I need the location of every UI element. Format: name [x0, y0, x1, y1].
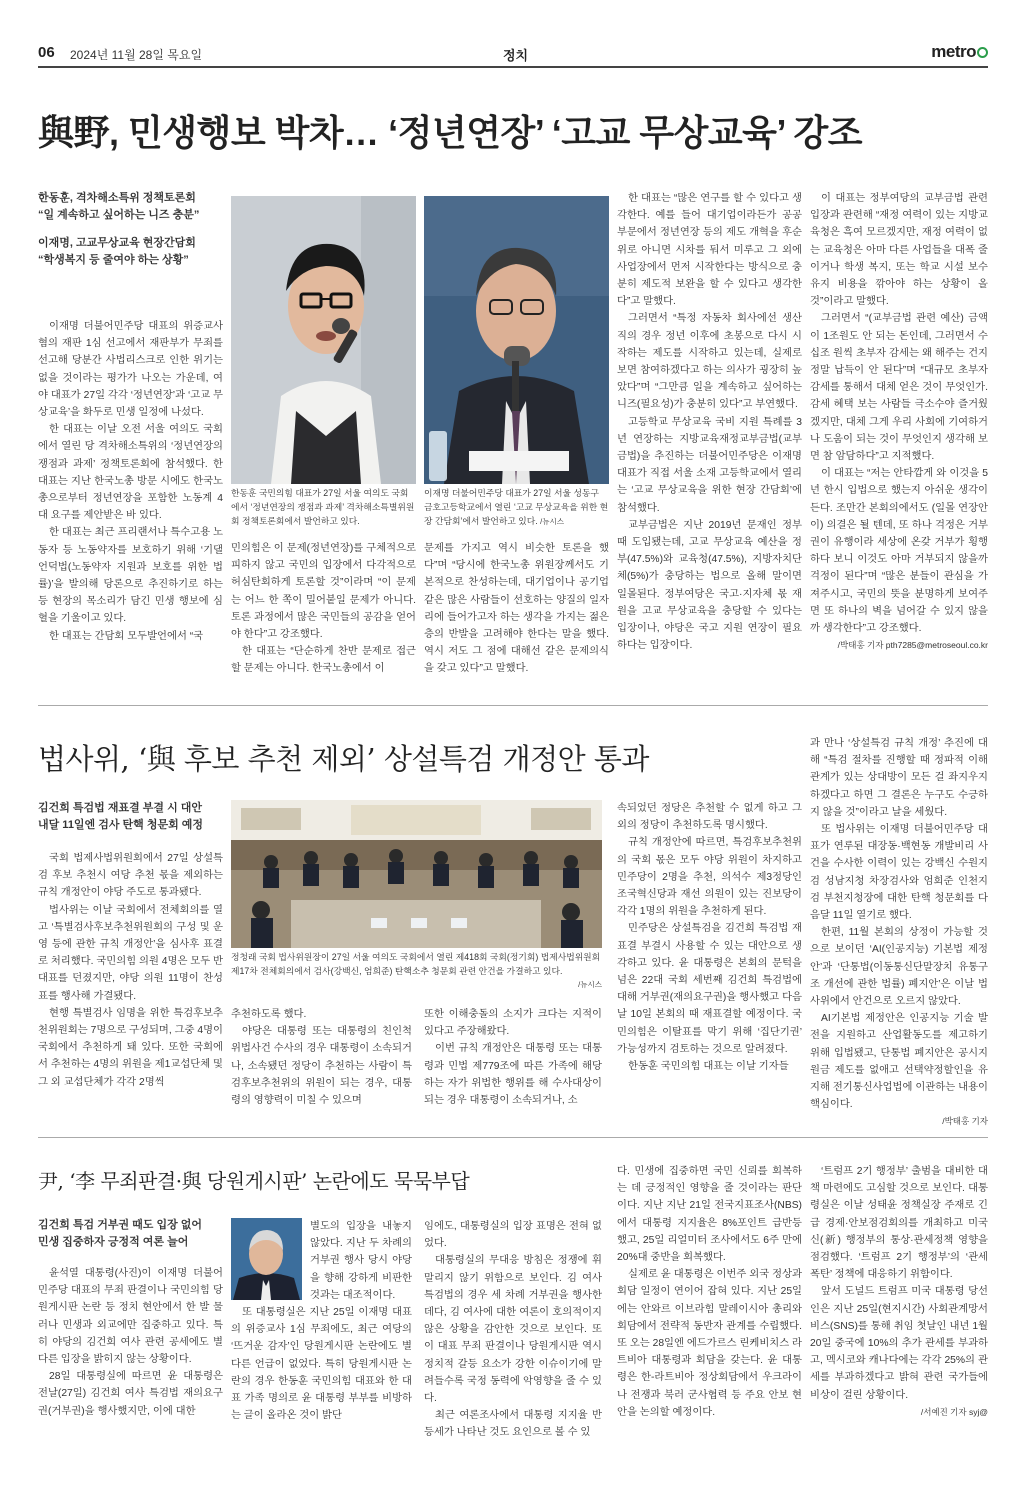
article2-col3: 또한 이해충돌의 소지가 크다는 지적이 있다고 주장해왔다. 이번 규칙 개정안은 대통령 또는 대통령과 민법 제779조에 따른 가족에 해당하는 자가 위법한 행위를 해 수사대상이 되는 경우 대통령이 소속되거나, 소: [424, 1009, 602, 1107]
metro-logo: metro: [931, 42, 988, 62]
issue-date: 2024년 11월 28일 목요일: [70, 48, 203, 62]
article1-byline: /박태홍 기자 pth7285@metroseoul.co.kr: [837, 640, 988, 651]
article3-col1: 윤석열 대통령(사진)이 이재명 더불어민주당 대표의 무죄 판결이나 국민의힘 당원게시판 논란 등 정치 현안에서 한 발 물러나 민생과 외교에만 집중하고 있다. 특히 야당의 김건희 여사 관련 공세에도 별다른 입장을 밝히지 않는 상황이다. 28일 대통령실에 따르면 윤 대통령은 전날(27일) 김건희 여사 특검법 재의요구권(거부권)을 행사했지만, 이에 대한: [38, 1268, 223, 1417]
article2-col1: 국회 법제사법위원회에서 27일 상설특검 후보 추천시 여당 추천 몫을 제외하는 규칙 개정안이 야당 주도로 통과됐다. 법사위는 이날 국회에서 전체회의를 열고 ‘특별검사후보추천위원회의 구성 및 운영 등에 관한 규칙 개정안’을 심사후 표결로 처리했다. 국민의힘 의원 4명은 모두 반대표를 던졌지만, 야당 의원 11명이 찬성표를 행사해 가결됐다. 현행 특별검사 임명을 위한 특검후보추천위원회는 7명으로 구성되며, 그중 4명이 국회에서 추천하게 돼 있다. 또한 국회에서 추천하는 4명의 위원을 제1교섭단체 및 그 외 교섭단체가 각각 2명씩: [38, 853, 223, 1088]
article3-col3: 임에도, 대통령실의 입장 표명은 전혀 없었다. 대통령실의 무대응 방침은 정쟁에 휘말리지 않기 위함으로 보인다. 김 여사 특검법의 경우 세 차례 거부권을 행사한 데다, 김 여사에 대한 여론이 호의적이지 않은 상황을 감안한 것으로 보인다. 또 이 대표 무죄 판결이나 당원게시판 역시 정치적 갈등 요소가 강한 이슈이기에 말려들수록 국정 동력에 악영향을 줄 수 있다. 최근 여론조사에서 대통령 지지율 반등세가 나타난 것도 요인으로 볼 수 있: [424, 1221, 602, 1439]
article1-sub2: “일 계속하고 싶어하는 니즈 충분”: [38, 209, 200, 221]
page-number: 06: [38, 44, 55, 61]
section-name: 정치: [503, 48, 529, 63]
article2-headline: 법사위, ‘與 후보 추천 제외’ 상설특검 개정안 통과: [38, 742, 649, 776]
page-header: [38, 38, 988, 68]
photo1-caption: 한동훈 국민의힘 대표가 27일 서울 여의도 국회에서 ‘정년연장의 쟁점과 과제’ 격차해소특별위원회 정책토론회에서 발언하고 있다.: [231, 488, 415, 526]
article3-sub2: 민생 집중하자 긍정적 여론 늘어: [38, 1236, 189, 1248]
photo3-caption: 정청래 국회 법사위원장이 27일 서울 여의도 국회에서 열린 제418회 국회(정기회) 법제사법위원회 제17차 전체회의에서 검사(강백신, 엄희준) 탄핵소추 청문회 관련 안건을 가결하고 있다. /뉴시스: [231, 952, 602, 989]
article3-headline: 尹, ‘李 무죄판결·與 당원게시판’ 논란에도 묵묵부답: [38, 1169, 470, 1193]
article2-col5: 과 만나 ‘상설특검 규칙 개정’ 추진에 대해 “특검 절차를 진행할 때 정파적 이해관계가 있는 상대방이 모든 걸 좌지우지하겠다고 하면 그 결론은 누구도 수긍하지 않을 것”이라고 날을 세웠다. 또 법사위는 이재명 더불어민주당 대표가 연루된 대장동·백현동 개발비리 사건을 수사한 이력이 있는 강백신 수원지검 성남지청 차장검사와 엄희준 인천지검 부천지청장에 대한 탄핵 청문회를 다음달 11일 열기로 했다. 한편, 11월 본회의 상정이 가능할 것으로 보이던 ‘AI(인공지능) 기본법 제정안’과 ‘단통법(이동통신단말장치 유통구조 개선에 관한 법률) 폐지안’은 이날 법사위에서 안건으로 오르지 않았다. AI기본법 제정안은 인공지능 기술 발전을 지원하고 산업활동도를 제고하기 위해 입법됐고, 단통법 폐지안은 공시지원금 제도를 없애고 선택약정할인을 유지해 전기통신사업법에 이관하는 내용이 핵심이다. /박태홍 기자: [810, 735, 988, 1116]
lee-jaemyung-photo: [424, 196, 609, 484]
article1-sub3: 이재명, 고교무상교육 현장간담회: [38, 237, 196, 249]
article3-byline: /서예진 기자 syj@: [920, 1406, 988, 1417]
article3-col2: 별도의 입장을 내놓지 않았다. 지난 두 차례의 거부권 행사 당시 야당을 향해 강하게 비판한 것과는 대조적이다. 또 대통령실은 지난 25일 이재명 대표의 위증교사 1심 무죄에도, 최근 여당의 ‘뜨거운 감자’인 당원게시판 논란에도 별 다른 언급이 없었다. 특히 당원게시판 논란의 경우 한동훈 국민의힘 대표와 한 대표 가족 명의로 윤 대통령 부부를 비방하는 글이 올라온 것이 밝단: [231, 1221, 412, 1422]
divider-1: [38, 705, 988, 706]
article3-col4: 다. 민생에 집중하면 국민 신뢰를 회복하는 데 긍정적인 영향을 줄 것이라는 판단이다. 지난 지난 21일 전국지표조사(NBS)에서 대통령 지지율은 8%포인트 급반등했고, 25일 리얼미터 조사에서도 6주 만에 20%대 중반을 회복했다. 실제로 윤 대통령은 이번주 외국 정상과 회담 일정이 연이어 잡혀 있다. 지난 25일에는 안와르 이브라힘 말레이시아 총리와 회담에서 전략적 동반자 관계를 수립했다. 또 오는 28일엔 에드가르스 린케비치스 라트비아 대통령과 회담을 갖는다. 윤 대통령은 한-라트비아 정상회담에서 우크라이나 전쟁과 북러 군사협력 등 주요 안보 현안을 논의할 예정이다.: [617, 1166, 802, 1418]
article2-byline: /박태홍 기자: [942, 1116, 988, 1127]
article2-sub2: 내달 11일엔 검사 탄핵 청문회 예정: [38, 819, 204, 831]
photo2-caption: 이재명 더불어민주당 대표가 27일 서울 성동구 금호고등학교에서 열린 ‘고교 무상교육을 위한 현장 간담회’에서 발언하고 있다. /뉴시스: [424, 488, 609, 526]
article2-col4: 속되었던 정당은 추천할 수 없게 하고 그 외의 정당이 추천하도록 명시했다. 규칙 개정안에 따르면, 특검후보추천위의 국회 몫은 모두 야당 위원이 차지하고 민주당이 2명을 추천, 의석수 제3정당인 조국혁신당과 재선 의원이 있는 진보당이 각각 1명의 위원을 추천하게 된다. 민주당은 상설특검을 김건희 특검법 재표결 부결시 사용할 수 있는 대안으로 생각하고 있다. 윤 대통령은 본회의 문턱을 넘은 22대 국회 세번째 김건희 특검법에 대해 거부권(재의요구권)을 행사했고 다음날 10일 본회의 때 재표결할 예정이다. 국민의힘은 이탈표를 막기 위해 ‘집단기권’ 가능성까지 검토하는 것으로 알려졌다. 한동훈 국민의힘 대표는 이날 기자들: [617, 803, 802, 1073]
article1-col1: 이재명 더불어민주당 대표의 위증교사 혐의 재판 1심 선고에서 재판부가 무죄를 선고해 당분간 사법리스크로 인한 위기는 없을 것이라는 평가가 나오는 가운데, 여야 대표가 27일 각각 ‘정년연장’과 ‘고교 무상교육’을 화두로 민생 일정에 나섰다. 한 대표는 이날 오전 서울 여의도 국회에서 열린 당 격차해소특위의 ‘정년연장의 쟁점과 과제’ 정책토론회에 참석했다. 한 대표는 지난 한국노총 방문 시에도 한국노총으로부터 정년연장을 포함한 노동계 4대 요구를 제안받은 바 있다. 한 대표는 최근 프리랜서나 특수고용 노동자 등 노동약자를 보호하기 위해 ‘기댈언덕법(노동약자 지원과 보호를 위한 법률)’을 발의해 당론으로 추진하기로 하는 등 현장의 목소리가 담긴 민생 행보에 심혈을 기울이고 있다. 한 대표는 간담회 모두발언에서 “국: [38, 321, 223, 642]
divider-2: [38, 1137, 988, 1138]
committee-meeting-photo: [231, 800, 602, 948]
article2-subheads: [38, 800, 223, 834]
article1-col5: 이 대표는 정부여당의 교부금법 관련 입장과 관련해 “재정 여력이 있는 지방교육청은 흑여 모르겠지만, 재정 여력이 없는 교육청은 아마 다른 사업들을 대폭 줄이거나 학생 복지, 또는 학교 시설 보수유지 비용을 깎아야 하는 상황이 올 것”이라고 말했다. 그러면서 “(교부금법 관련 예산) 금액이 1조원도 안 되는 돈인데, 그러면서 수십조 원씩 초부자 감세는 왜 해주는 건지 정말 납득이 안 된다”며 “대규모 초부자 감세를 통해서 대체 얻은 것이 무엇인가. 감세 혜택 보는 사람들 극소수야 즐거웠겠지만, 대체 그게 우리 사회에 기여하거나 도움이 되는 것이 무엇인지 생각해 보면 참 암담하다”고 지적했다. 이 대표는 “저는 안타깝게 와 이것을 5년 한시 입법으로 했는지 아쉬운 생각이 든다. 조만간 본회의에서도 (일몰 연장안이) 의결은 될 텐데, 또 하나 걱정은 거부권이 유행이라 세상에 온갖 거부가 횡행하다 보니 이것도 아마 거부되지 않을까 걱정이 된다”며 “많은 분들이 관심을 가져주시고, 국민의 뜻을 분명하게 보여주면 또 하나의 벽을 넘어갈 수 있지 않을까 생각한다”고 강조했다. /박태홍 기자 pth7285@metroseoul.co.kr: [810, 190, 988, 696]
article3-col5: ‘트럼프 2기 행정부’ 출범을 대비한 대책 마련에도 고심할 것으로 보인다. 대통령실은 이날 성태윤 정책실장 주재로 긴급 경제·안보점검회의를 개최하고 미국 신(新) 행정부의 통상·관세정책 영향을 점검했다. ‘트럼프 2기 행정부’의 ‘관세 폭탄’ 정책에 대응하기 위함이다. 앞서 도널드 트럼프 미국 대통령 당선인은 지난 25일(현지시간) 사회관계망서비스(SNS)를 통해 취임 첫날인 내년 1월20일 중국에 10%의 추가 관세를 부과하고, 멕시코와 캐나다에는 각각 25%의 관세를 부과하겠다고 밝혀 관련 국가들에 비상이 걸린 상황이다. /서예진 기자 syj@: [810, 1163, 988, 1465]
article1-col4: 한 대표는 “많은 연구를 할 수 있다고 생각한다. 예를 들어 대기업이라든가 공공 부문에서 정년연장 등의 제도 개혁을 후순위로 아니면 시차를 둬서 미루고 그 외에 사업장에서 먼저 시작한다는 방식으로 충분히 제도적 보완을 할 수 있다고 생각한다”고 말했다. 그러면서 “특정 자동차 회사에선 생산직의 경우 정년 이후에 초봉으로 다시 시작하는 제도를 시작하고 있는데, 실제로 보면 참여하겠다고 하는 의사가 굉장히 높았다”며 “그만큼 일을 계속하고 싶어하는 니즈(필요성)가 충분히 있다”고 부연했다. 고등학교 무상교육 국비 지원 특례를 3년 연장하는 지방교육재정교부금법(교부금법)을 추진하는 더불어민주당은 이재명 대표가 직접 서울 소재 고등학교에서 열리는 ‘고교 무상교육을 위한 현장 간담회’에 참석했다. 교부금법은 지난 2019년 문재인 정부 때 도입됐는데, 고교 무상교육 예산을 정부(47.5%)와 교육청(47.5%), 지방자치단체(5%)가 충당하는 법으로 올해 말이면 일몰된다. 정부여당은 국고·지자체 몫 재원을 고교 무상교육을 충당할 수 있다는 입장이나, 야당은 국고 지원 연장이 필요하다는 입장이다.: [617, 193, 802, 652]
article1-col3: 문제를 가지고 역시 비슷한 토론을 했다”며 “당시에 한국노총 위원장께서도 기본적으로 찬성하는데, 대기업이나 공기업 같은 많은 사람들이 선호하는 양질의 일자리에 들어가고자 하는 생각을 가지는 젊은 층의 반발을 고려해야 한다는 말을 했다. 역시 저도 그 점에 대해선 같은 문제의식을 갖고 있다”고 말했다.: [424, 543, 609, 675]
article2-col2: 추천하도록 했다. 야당은 대통령 또는 대통령의 친인척 위법사건 수사의 경우 대통령이 소속되거나, 소속됐던 정당이 추천하는 사람이 특검후보추천위의 위원이 되는 경우, 대통령의 영향력이 미칠 수 있으며: [231, 1009, 412, 1107]
article3-sub1: 김건희 특검 거부권 때도 입장 없어: [38, 1219, 203, 1231]
article1-sub1: 한동훈, 격차해소특위 정책토론회: [38, 192, 196, 204]
han-donghoon-photo: [231, 196, 416, 484]
article1-sub4: “학생복지 등 줄여야 하는 상황”: [38, 254, 189, 266]
article2-sub1: 김건희 특검법 재표결 부결 시 대안: [38, 802, 203, 814]
article1-col2: 민의힘은 이 문제(정년연장)를 구체적으로 피하지 않고 국민의 입장에서 다각적으로 허심탄회하게 토론할 것”이라며 “이 문제는 어느 한 쪽이 밀어붙일 문제가 아니다. 토론 과정에서 많은 국민들의 공감을 얻어야 한다”고 강조했다. 한 대표는 “단순하게 찬반 문제로 접근할 문제는 아니다. 한국노총에서 이: [231, 543, 416, 675]
article1-subheads: [38, 190, 223, 269]
article3-subheads: [38, 1217, 223, 1251]
article1-headline: 與野, 민생행보 박차… ‘정년연장’ ‘고교 무상교육’ 강조: [38, 112, 863, 153]
